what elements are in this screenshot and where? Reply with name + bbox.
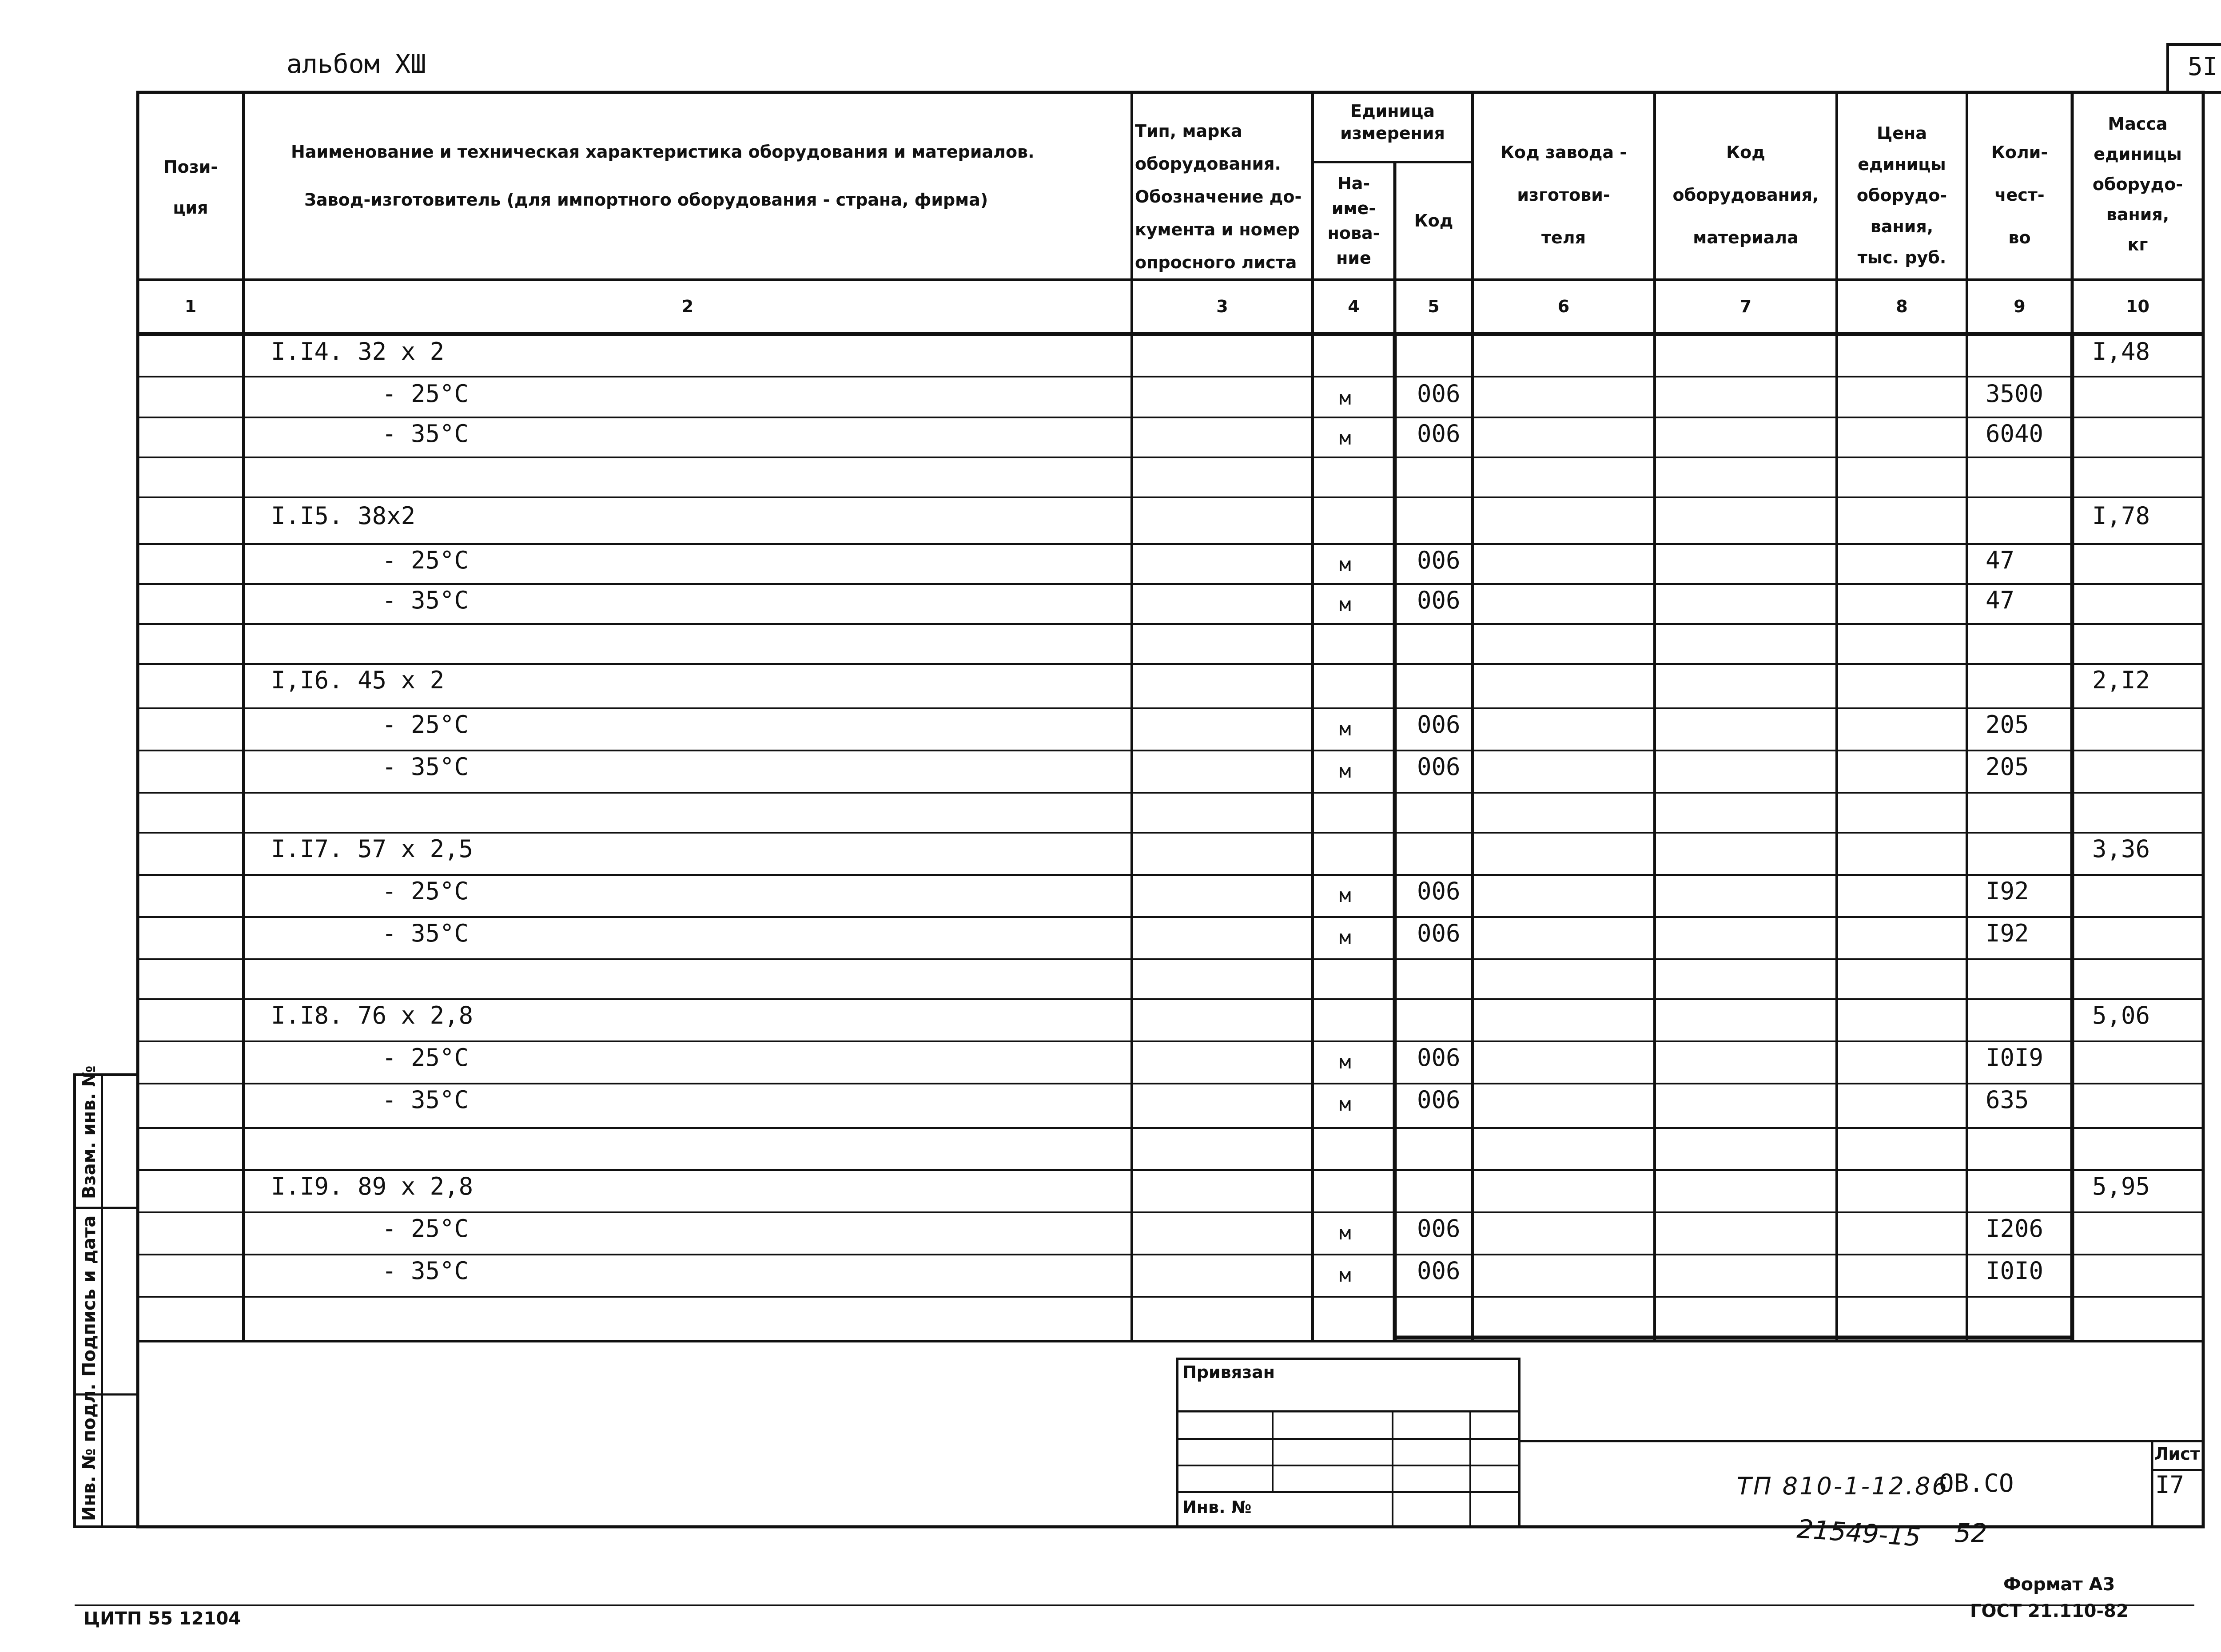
stamp-doc-code: ТП 810-1-12.86 <box>1737 1472 1949 1500</box>
header-equipment-code: Код оборудования, материала <box>1672 143 1819 247</box>
header-type: Тип, марка оборудования. Обозначение до- кумента и номер опросного листа <box>1135 121 1302 272</box>
cell-unit: м <box>1339 387 1351 409</box>
cell-quantity: I92 <box>1986 919 2029 947</box>
cell-unit: м <box>1339 427 1351 449</box>
cell-name: I.I4. 32 х 2 <box>271 338 445 365</box>
colnum-5: 5 <box>1428 297 1440 316</box>
footer-format: Формат А3 <box>2003 1574 2115 1595</box>
cell-mass: 2,I2 <box>2092 666 2150 694</box>
cell-unit: м <box>1339 926 1351 949</box>
cell-mass: 5,95 <box>2092 1172 2150 1200</box>
cell-unit: м <box>1339 760 1351 782</box>
handwritten-number: 21549-15 <box>1795 1513 1922 1553</box>
cell-unit: м <box>1339 1093 1351 1116</box>
cell-unit-code: 006 <box>1417 919 1461 947</box>
cell-name: I.I7. 57 х 2,5 <box>271 835 474 863</box>
colnum-8: 8 <box>1896 297 1908 316</box>
cell-quantity: 205 <box>1986 753 2029 781</box>
header-name-line2: Завод-изготовитель (для импортного оборудования - страна, фирма) <box>304 190 988 210</box>
colnum-9: 9 <box>2014 297 2026 316</box>
cell-unit: м <box>1339 1051 1351 1073</box>
colnum-3: 3 <box>1216 297 1228 316</box>
cell-unit: м <box>1339 1264 1351 1287</box>
side-label-podpis: Подпись и дата <box>79 1215 100 1377</box>
handwritten-sheet: 52 <box>1954 1518 1987 1548</box>
footer-cytp: ЦИТП 55 12104 <box>84 1608 241 1629</box>
cell-name: - 25°С <box>382 877 469 905</box>
cell-quantity: I206 <box>1986 1215 2044 1243</box>
header-mass: Масса единицы оборудо- вания, кг <box>2092 114 2183 254</box>
cell-name: - 25°С <box>382 546 469 574</box>
cell-name: - 35°С <box>382 919 469 947</box>
cell-mass: I,48 <box>2092 338 2150 365</box>
cell-unit-code: 006 <box>1417 1215 1461 1243</box>
cell-name: - 25°С <box>382 1044 469 1072</box>
cell-name: I.I5. 38х2 <box>271 502 416 530</box>
header-position: Пози- ция <box>163 157 218 218</box>
cell-quantity: 205 <box>1986 711 2029 739</box>
cell-unit-code: 006 <box>1417 1086 1461 1114</box>
cell-quantity: I0I0 <box>1986 1257 2044 1285</box>
cell-quantity: 3500 <box>1986 380 2044 408</box>
stamp-privyazan: Привязан <box>1182 1362 1275 1382</box>
cell-unit-code: 006 <box>1417 420 1461 448</box>
cell-name: I,I6. 45 х 2 <box>271 666 445 694</box>
stamp-inv-no: Инв. № <box>1182 1497 1252 1517</box>
cell-unit-code: 006 <box>1417 380 1461 408</box>
cell-unit: м <box>1339 553 1351 576</box>
cell-quantity: 6040 <box>1986 420 2044 448</box>
colnum-4: 4 <box>1348 297 1360 316</box>
stamp-sheet-label: Лист <box>2154 1444 2200 1464</box>
stamp-doc-suffix: ОВ.СО <box>1939 1469 2014 1498</box>
footer-gost: ГОСТ 21.110-82 <box>1970 1601 2129 1621</box>
header-price: Цена единицы оборудо- вания, тыс. руб. <box>1856 123 1947 267</box>
cell-name: - 35°С <box>382 586 469 614</box>
cell-unit: м <box>1339 718 1351 740</box>
cell-unit-code: 006 <box>1417 877 1461 905</box>
header-unit-group: Единица измерения <box>1340 101 1445 143</box>
cell-quantity: I0I9 <box>1986 1044 2044 1072</box>
cell-quantity: 635 <box>1986 1086 2029 1114</box>
colnum-2: 2 <box>681 297 694 316</box>
header-unit-code: Код <box>1414 211 1453 230</box>
colnum-10: 10 <box>2126 297 2149 316</box>
side-label-vzam: Взам. инв. № <box>79 1065 100 1199</box>
cell-unit-code: 006 <box>1417 1044 1461 1072</box>
cell-unit: м <box>1339 884 1351 907</box>
header-unit-name: На- име- нова- ние <box>1327 174 1380 268</box>
cell-unit-code: 006 <box>1417 1257 1461 1285</box>
cell-name: - 35°С <box>382 1257 469 1285</box>
cell-name: I.I9. 89 х 2,8 <box>271 1172 474 1200</box>
cell-name: - 35°С <box>382 1086 469 1114</box>
cell-quantity: I92 <box>1986 877 2029 905</box>
stamp-sheet-value: I7 <box>2155 1471 2185 1499</box>
cell-mass: 5,06 <box>2092 1001 2150 1029</box>
colnum-1: 1 <box>184 297 197 316</box>
header-name-line1: Наименование и техническая характеристика оборудования и материалов. <box>291 142 1035 162</box>
page-number: 5I <box>2188 52 2218 81</box>
cell-name: - 25°С <box>382 1215 469 1243</box>
cell-name: - 35°С <box>382 420 469 448</box>
cell-unit-code: 006 <box>1417 586 1461 614</box>
header-factory-code: Код завода - изготови- теля <box>1500 143 1627 247</box>
colnum-6: 6 <box>1557 297 1570 316</box>
cell-unit: м <box>1339 1222 1351 1244</box>
cell-unit: м <box>1339 593 1351 616</box>
header-quantity: Коли- чест- во <box>1991 143 2048 247</box>
cell-name: - 35°С <box>382 753 469 781</box>
cell-unit-code: 006 <box>1417 711 1461 739</box>
cell-quantity: 47 <box>1986 546 2015 574</box>
cell-name: I.I8. 76 х 2,8 <box>271 1001 474 1029</box>
album-title: альбом ХШ <box>287 49 426 79</box>
side-label-inv-podl: Инв. № подл. <box>79 1383 100 1521</box>
cell-quantity: 47 <box>1986 586 2015 614</box>
cell-name: - 25°С <box>382 380 469 408</box>
cell-unit-code: 006 <box>1417 753 1461 781</box>
cell-mass: 3,36 <box>2092 835 2150 863</box>
colnum-7: 7 <box>1739 297 1752 316</box>
cell-unit-code: 006 <box>1417 546 1461 574</box>
cell-mass: I,78 <box>2092 502 2150 530</box>
cell-name: - 25°С <box>382 711 469 739</box>
